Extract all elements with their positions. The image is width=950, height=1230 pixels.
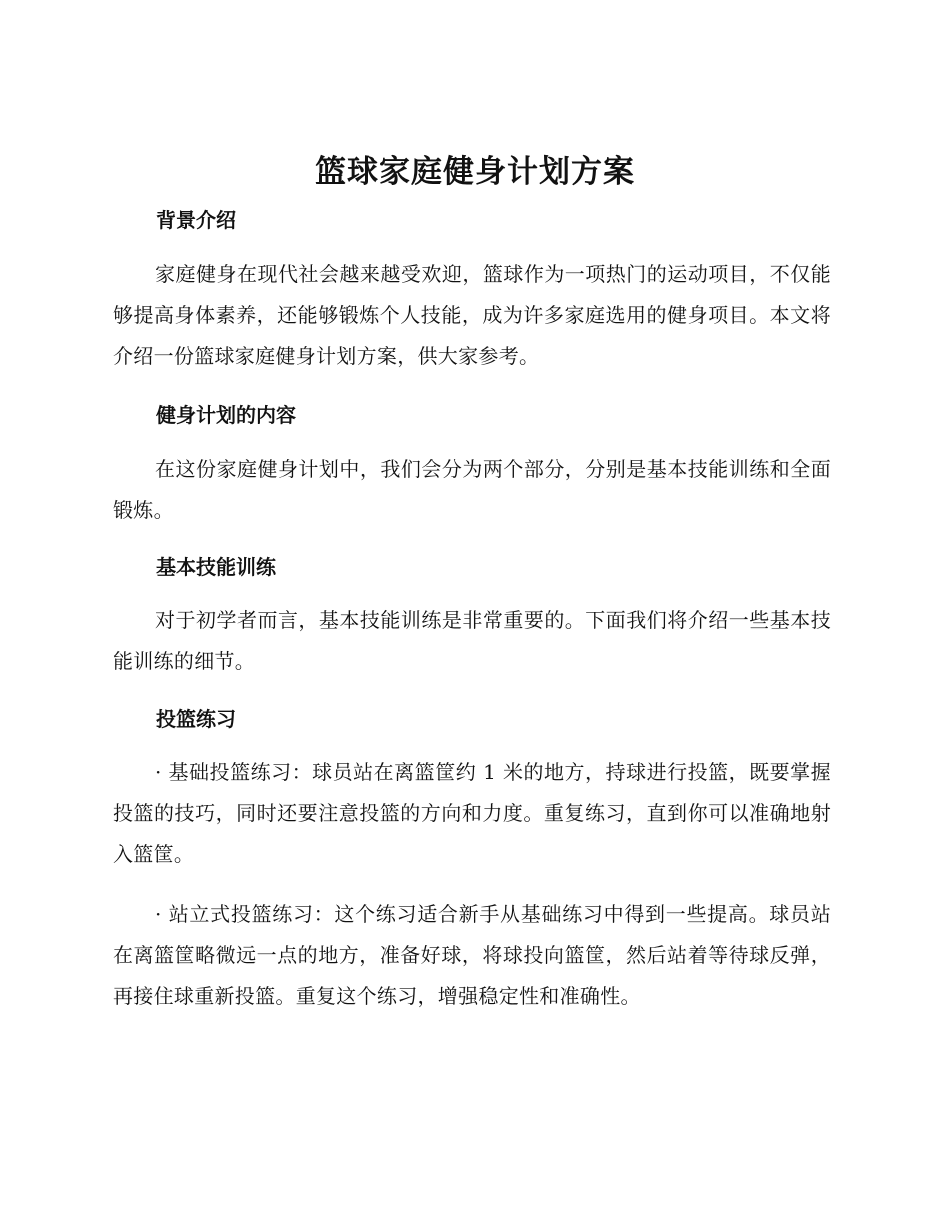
paragraph-basic-skills: 对于初学者而言，基本技能训练是非常重要的。下面我们将介绍一些基本技能训练的细节。 — [113, 608, 831, 673]
section-heading-plan-content: 健身计划的内容 — [156, 403, 296, 427]
paragraph-plan-content: 在这份家庭健身计划中，我们会分为两个部分，分别是基本技能训练和全面锻炼。 — [113, 457, 831, 522]
list-item-standing-shooting: · 站立式投篮练习：这个练习适合新手从基础练习中得到一些提高。球员站在离篮筐略微远一点的地方，准备好球，将球投向篮筐，然后站着等待球反弹，再接住球重新投篮。重复这个练习，增强稳定性和准确性。 — [113, 902, 831, 1008]
document-title: 篮球家庭健身计划方案 — [315, 154, 635, 190]
paragraph-background: 家庭健身在现代社会越来越受欢迎，篮球作为一项热门的运动项目，不仅能够提高身体素养，还能够锻炼个人技能，成为许多家庭选用的健身项目。本文将介绍一份篮球家庭健身计划方案，供大家参考。 — [113, 262, 831, 368]
section-heading-background: 背景介绍 — [156, 208, 236, 232]
section-heading-shooting-practice: 投篮练习 — [156, 707, 236, 731]
section-heading-basic-skills: 基本技能训练 — [156, 555, 276, 579]
list-item-basic-shooting: · 基础投篮练习：球员站在离篮筐约 1 米的地方，持球进行投篮，既要掌握投篮的技巧，同时还要注意投篮的方向和力度。重复练习，直到你可以准确地射入篮筐。 — [113, 760, 831, 866]
